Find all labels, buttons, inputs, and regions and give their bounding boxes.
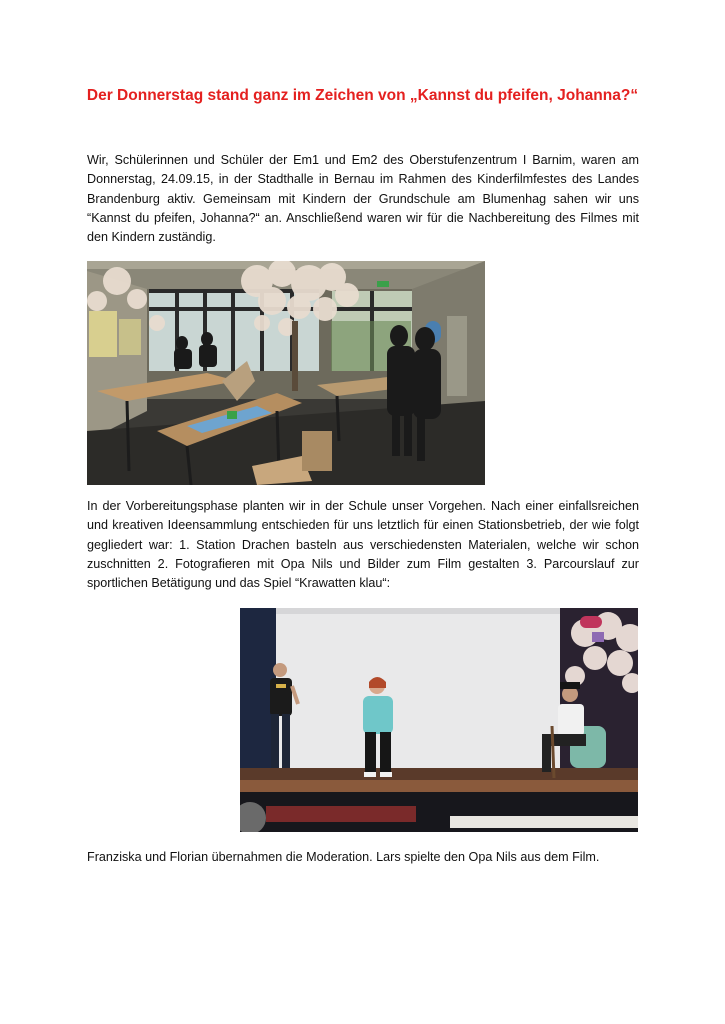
stage-photo — [240, 608, 638, 832]
intro-paragraph: Wir, Schülerinnen und Schüler der Em1 und Em2 des Oberstufenzentrum I Barnim, waren am Donnerstag, 24.09.15, in der Stadthalle in Bernau im Rahmen des Kinderfilmfestes des Landes Brandenburg aktiv. Gemeinsam mit Kindern der Grundschule am Blumenhag sahen wir uns “Kannst du pfeifen, Johanna?“ an. Anschließend waren wir für die Nachbereitung des Filmes mit den Kindern zuständig. — [87, 153, 639, 245]
document-title: Der Donnerstag stand ganz im Zeichen von „Kannst du pfeifen, Johanna?“ — [86, 87, 639, 104]
preparation-paragraph: In der Vorbereitungsphase planten wir in der Schule unser Vorgehen. Nach einer einfallsreichen und kreativen Ideensammlung entschieden für uns letztlich für einen Stationsbetrieb, der wie folgt gegliedert war: 1. Station Drachen basteln aus verschiedensten Materialen, welche wir schon zuschnitten 2. Fotografieren mit Opa Nils und Bilder zum Film gestalten 3. Parcourslauf zur sportlichen Betätigung und das Spiel “Krawatten klau“: — [87, 499, 639, 591]
classroom-photo — [87, 261, 485, 485]
closing-paragraph: Franziska und Florian übernahmen die Moderation. Lars spielte den Opa Nils aus dem Film. — [87, 850, 600, 864]
